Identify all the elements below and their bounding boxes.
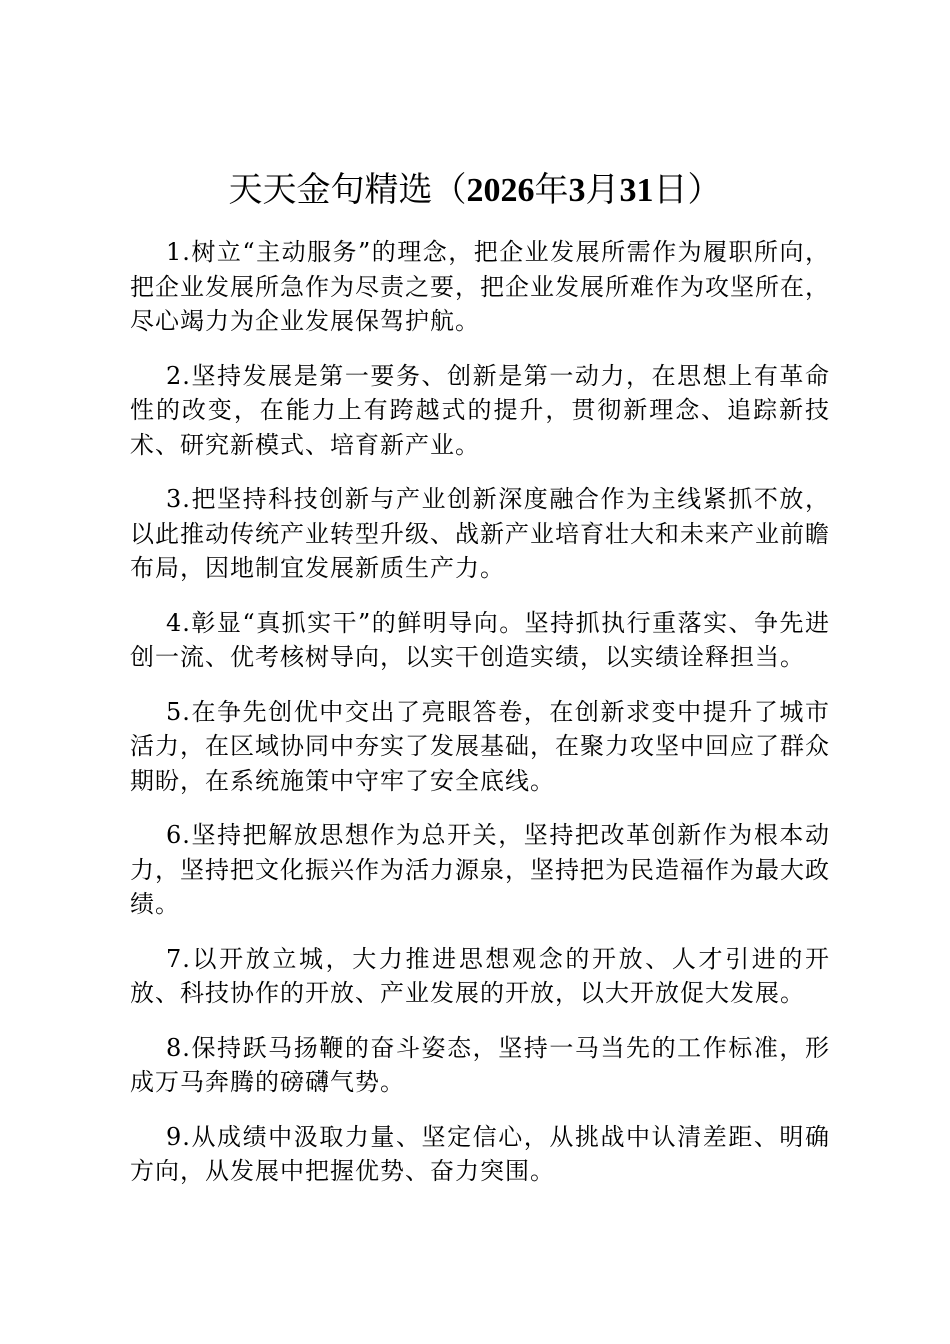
quote-item-6: 6.坚持把解放思想作为总开关，坚持把改革创新作为根本动力，坚持把文化振兴作为活力源泉，坚持把为民造福作为最大政绩。 (130, 821, 830, 918)
quote-item-5: 5.在争先创优中交出了亮眼答卷，在创新求变中提升了城市活力，在区域协同中夯实了发展基础，在聚力攻坚中回应了群众期盼，在系统施策中守牢了安全底线。 (130, 697, 830, 795)
quote-item-9: 9.从成绩中汲取力量、坚定信心，从挑战中认清差距、明确方向，从发展中把握优势、奋力突围。 (130, 1122, 830, 1185)
quote-item-4: 4.彰显“真抓实干”的鲜明导向。坚持抓执行重落实、争先进创一流、优考核树导向，以实干创造实绩，以实绩诠释担当。 (130, 608, 830, 671)
title-month-unit: 月 (585, 170, 620, 210)
quote-item-1: 1.树立“主动服务”的理念，把企业发展所需作为履职所向，把企业发展所急作为尽责之要，把企业发展所难作为攻坚所在，尽心竭力为企业发展保驾护航。 (130, 238, 830, 335)
title-prefix: 天天金句精选（ (228, 170, 467, 210)
quote-item-3: 3.把坚持科技创新与产业创新深度融合作为主线紧抓不放，以此推动传统产业转型升级、战新产业培育壮大和未来产业前瞻布局，因地制宜发展新质生产力。 (130, 485, 830, 582)
quote-list (130, 235, 830, 1209)
quote-item-2: 2.坚持发展是第一要务、创新是第一动力，在思想上有革命性的改变，在能力上有跨越式的提升，贯彻新理念、追踪新技术、研究新模式、培育新产业。 (130, 361, 830, 459)
title-year-unit: 年 (534, 170, 569, 210)
quote-item-7: 7.以开放立城，大力推进思想观念的开放、人才引进的开放、科技协作的开放、产业发展的开放，以大开放促大发展。 (130, 944, 830, 1007)
quote-item-8: 8.保持跃马扬鞭的奋斗姿态，坚持一马当先的工作标准，形成万马奔腾的磅礴气势。 (130, 1033, 830, 1096)
title-day: 31 (619, 172, 654, 209)
title-month: 3 (568, 172, 586, 209)
page-title (0, 168, 950, 213)
title-year: 2026 (466, 172, 535, 209)
title-suffix: 日） (653, 170, 722, 210)
